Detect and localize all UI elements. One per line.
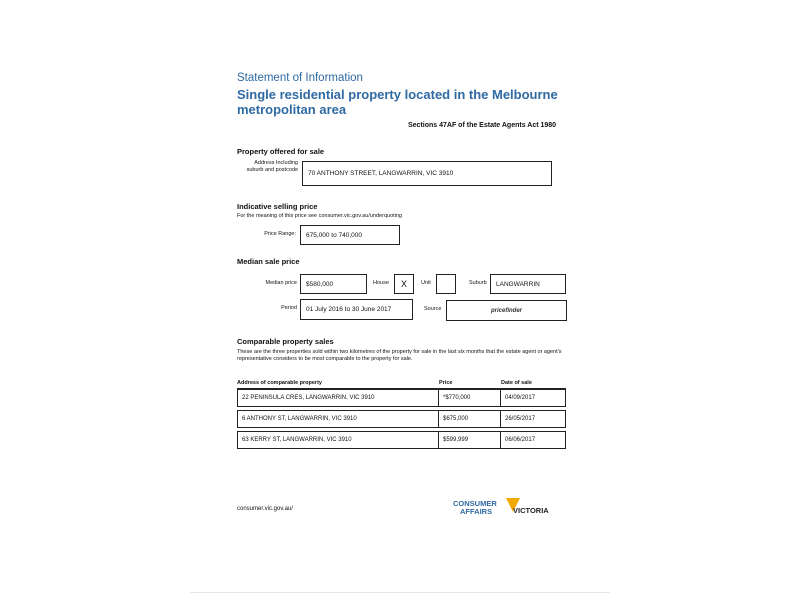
median-price-field: $580,000 bbox=[300, 274, 367, 294]
address-label: Address Including suburb and postcode bbox=[246, 160, 298, 173]
logo-line-affairs: AFFAIRS bbox=[460, 507, 493, 516]
footer-url: consumer.vic.gov.au/ bbox=[237, 506, 293, 512]
house-checkbox: X bbox=[394, 274, 414, 294]
period-label: Period bbox=[281, 305, 297, 311]
row-price: $675,000 bbox=[438, 411, 500, 427]
median-price-label: Median price bbox=[265, 280, 297, 286]
scan-edge-divider bbox=[190, 592, 610, 593]
comparable-note: These are the three properties sold within two kilometres of the property for sale in the last six months that the estate agent or agent's representative considers to be most comparable to the property for sale. bbox=[237, 349, 562, 362]
unit-checkbox bbox=[436, 274, 456, 294]
table-header bbox=[237, 380, 566, 389]
row-date: 04/09/2017 bbox=[500, 390, 567, 406]
suburb-field: LANGWARRIN bbox=[490, 274, 566, 294]
document-subtitle: Single residential property located in the Melbourne metropolitan area bbox=[237, 87, 558, 117]
price-range-field: 675,000 to 740,000 bbox=[300, 225, 400, 245]
row-price: $599,999 bbox=[438, 432, 500, 448]
row-address: 6 ANTHONY ST, LANGWARRIN, VIC 3910 bbox=[242, 416, 357, 422]
col-price: Price bbox=[439, 380, 453, 386]
col-date: Date of sale bbox=[501, 380, 532, 386]
table-row bbox=[237, 410, 566, 428]
pricefinder-logo: pricefinder bbox=[490, 307, 522, 314]
row-date: 06/06/2017 bbox=[500, 432, 567, 448]
table-row bbox=[237, 431, 566, 449]
logo-line-consumer: CONSUMER bbox=[453, 499, 497, 508]
consumer-affairs-victoria-logo bbox=[453, 498, 553, 522]
row-date: 26/05/2017 bbox=[500, 411, 567, 427]
section-property-offered: Property offered for sale bbox=[237, 147, 325, 156]
logo-line-victoria: VICTORIA bbox=[513, 506, 549, 515]
period-field: 01 July 2016 to 30 June 2017 bbox=[300, 299, 413, 320]
section-median-price: Median sale price bbox=[237, 257, 300, 266]
section-indicative-price: Indicative selling price bbox=[237, 202, 318, 211]
document-title: Statement of Information bbox=[237, 72, 363, 84]
house-label: House bbox=[373, 280, 389, 286]
col-address: Address of comparable property bbox=[237, 380, 322, 386]
suburb-label: Suburb bbox=[469, 280, 487, 286]
row-address: 22 PENINSULA CRES, LANGWARRIN, VIC 3910 bbox=[242, 395, 375, 401]
indicative-note: For the meaning of this price see consumer.vic.gov.au/underquoting bbox=[237, 213, 402, 219]
price-range-label: Price Range: bbox=[264, 231, 296, 237]
source-label: Source bbox=[424, 306, 442, 312]
act-reference: Sections 47AF of the Estate Agents Act 1980 bbox=[408, 122, 557, 129]
row-price: *$770,000 bbox=[438, 390, 500, 406]
address-field: 70 ANTHONY STREET, LANGWARRIN, VIC 3910 bbox=[302, 161, 552, 186]
table-row bbox=[237, 389, 566, 407]
source-field bbox=[446, 300, 567, 321]
row-address: 63 KERRY ST, LANGWARRIN, VIC 3910 bbox=[242, 437, 352, 443]
section-comparable-sales: Comparable property sales bbox=[237, 337, 334, 346]
unit-label: Unit bbox=[421, 280, 431, 286]
